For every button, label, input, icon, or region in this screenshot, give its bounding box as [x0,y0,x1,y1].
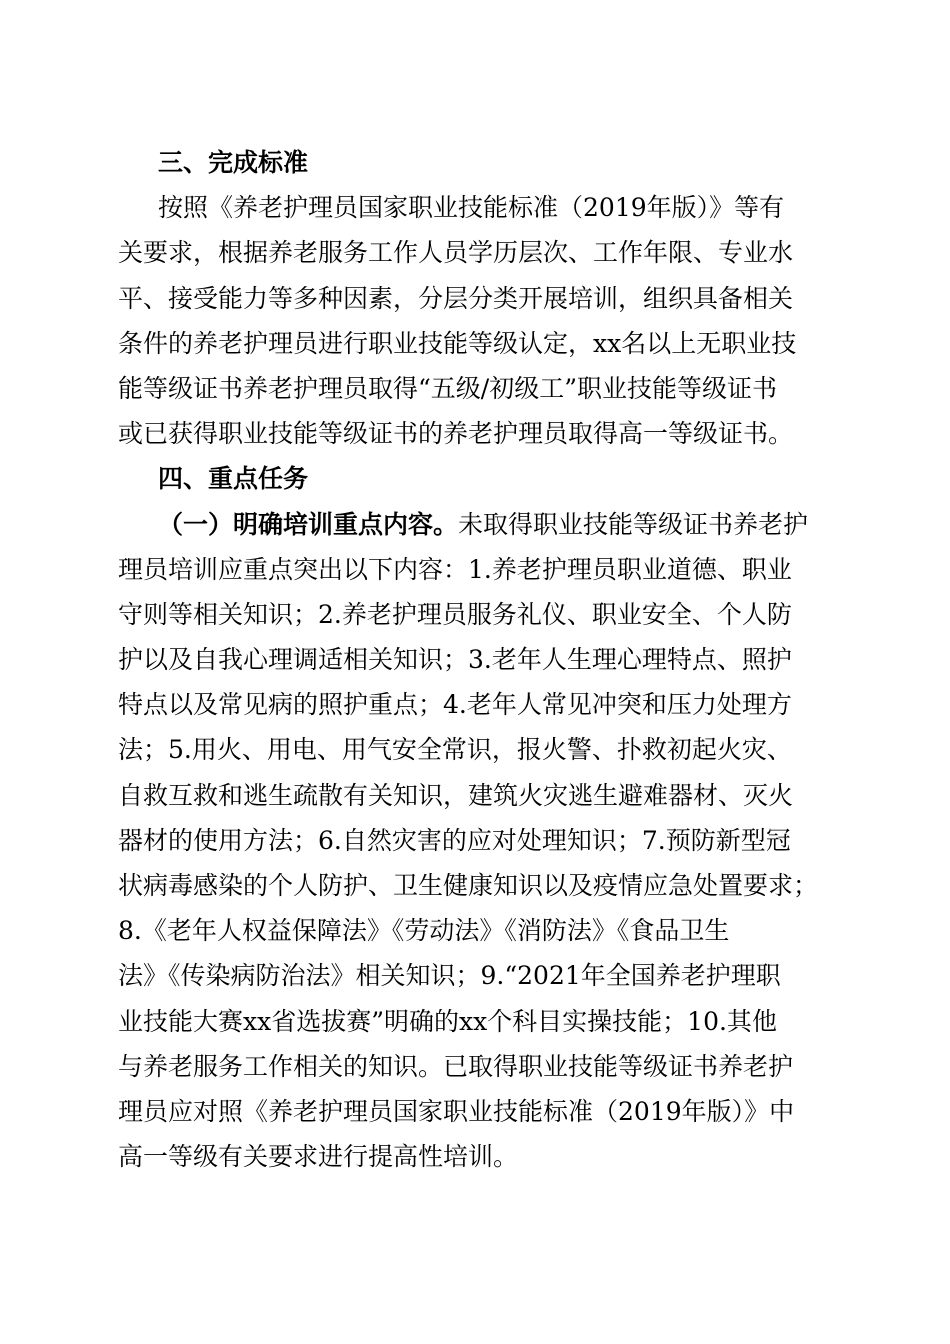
paragraph-line: 理员应对照《养老护理员国家职业技能标准（2019年版）》中 [118,1096,795,1126]
paragraph-line: 理员培训应重点突出以下内容：1.养老护理员职业道德、职业 [118,554,792,584]
paragraph-line [118,502,830,547]
paragraph-line: 守则等相关知识；2.养老护理员服务礼仪、职业安全、个人防 [118,599,792,629]
paragraph-line: 能等级证书养老护理员取得“五级/初级工”职业技能等级证书 [118,373,777,403]
paragraph-line: 8.《老年人权益保障法》《劳动法》《消防法》《食品卫生 [118,916,730,946]
paragraph-line: 自救互救和逃生疏散有关知识，建筑火灾逃生避难器材、灭火 [118,780,794,810]
paragraph-line: 法；5.用火、用电、用气安全常识，报火警、扑救初起火灾、 [118,735,792,765]
paragraph-line: 特点以及常见病的照护重点；4.老年人常见冲突和压力处理方 [118,690,792,720]
paragraph-line: 平、接受能力等多种因素，分层分类开展培训，组织具备相关 [118,283,794,313]
paragraph-line: 与养老服务工作相关的知识。已取得职业技能等级证书养老护 [118,1051,794,1081]
paragraph-line: 器材的使用方法；6.自然灾害的应对处理知识；7.预防新型冠 [118,825,791,855]
key-tasks-paragraph [118,502,830,1180]
paragraph-line: 关要求，根据养老服务工作人员学历层次、工作年限、专业水 [118,238,794,268]
completion-standard-paragraph [118,185,830,456]
section-heading-completion-standard: 三、完成标准 [158,148,309,177]
paragraph-line: 或已获得职业技能等级证书的养老护理员取得高一等级证书。 [118,419,794,449]
section-heading-key-tasks: 四、重点任务 [158,464,309,494]
document-body [118,140,830,1179]
paragraph-line: 法》《传染病防治法》相关知识；9.“2021年全国养老护理职 [118,961,781,991]
paragraph-line: 按照《养老护理员国家职业技能标准（2019年版）》等有 [158,193,785,223]
paragraph-text: 未取得职业技能等级证书养老护 [458,509,809,539]
paragraph-line: 条件的养老护理员进行职业技能等级认定，xx名以上无职业技 [118,328,797,358]
paragraph-line: 护以及自我心理调适相关知识；3.老年人生理心理特点、照护 [118,645,792,675]
paragraph-line: 状病毒感染的个人防护、卫生健康知识以及疫情应急处置要求； [118,871,819,901]
paragraph-line: 高一等级有关要求进行提高性培训。 [118,1142,519,1172]
subsection-heading-training-content: （一）明确培训重点内容。 [158,509,459,539]
paragraph-line: 业技能大赛xx省选拔赛”明确的xx个科目实操技能；10.其他 [118,1006,777,1036]
